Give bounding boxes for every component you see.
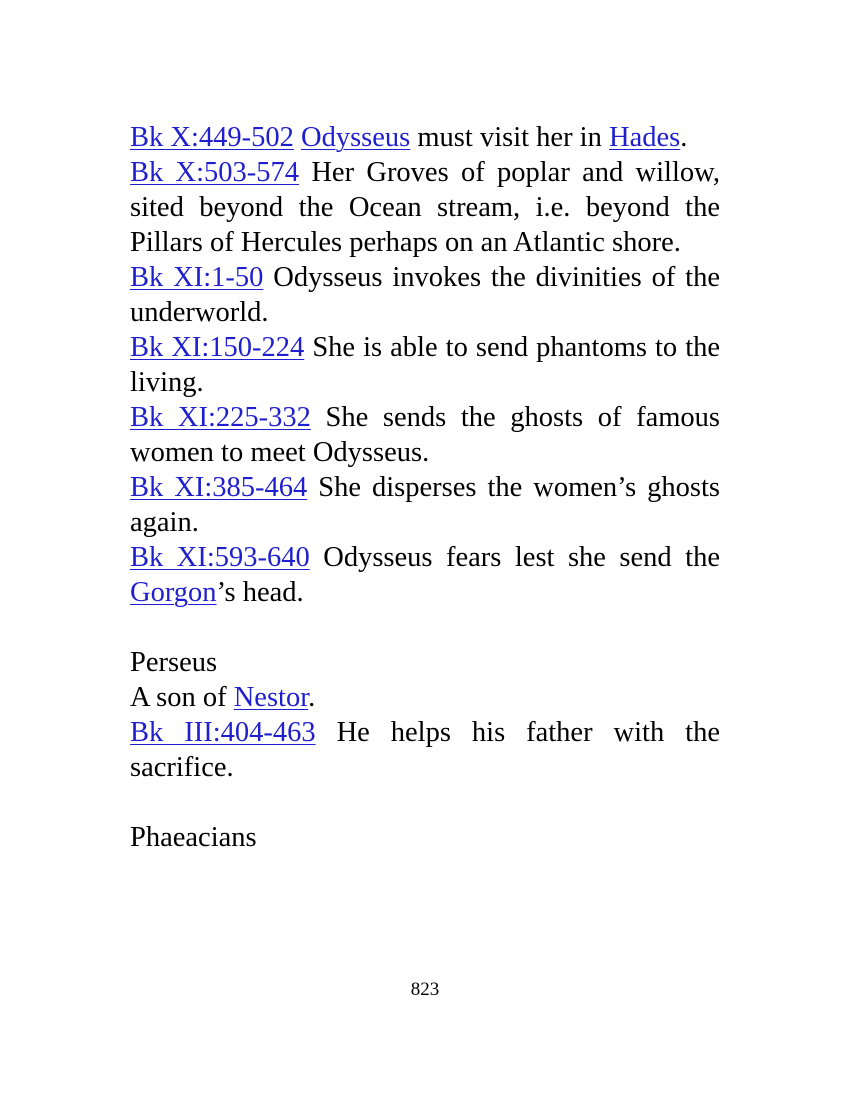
entry-paragraph (130, 120, 720, 155)
ref-link[interactable]: Bk X:449-502 (130, 122, 294, 153)
entry-text: She is able to send phantoms to the living. (130, 332, 721, 398)
entry-paragraph (130, 330, 720, 400)
entry-paragraph (130, 470, 720, 540)
ref-link[interactable]: Bk XI:385-464 (130, 472, 308, 503)
entry-paragraph (130, 400, 720, 470)
ref-link[interactable]: Bk XI:150-224 (130, 332, 305, 363)
intro-text: A son of (130, 682, 234, 713)
entry-text: She sends the ghosts of famous women to meet Odysseus. (130, 402, 721, 468)
intro-line (130, 680, 720, 715)
entry-text: . (680, 122, 688, 153)
spacer (130, 785, 720, 820)
page-number: 823 (410, 979, 440, 1000)
spacer (130, 610, 720, 645)
entry-text: must visit her in (410, 122, 609, 153)
ref-link[interactable]: Bk X:503-574 (130, 157, 300, 188)
entry-text: He helps his father with the sacrifice. (130, 717, 720, 783)
entry-text: ’s head. (216, 577, 304, 608)
odysseus-link[interactable]: Odysseus (301, 122, 411, 153)
entry-text: She disperses the women’s ghosts again. (130, 472, 721, 538)
ref-link[interactable]: Bk XI:593-640 (130, 542, 310, 573)
entry-text: Odysseus fears lest she send the (323, 542, 720, 573)
section-heading: Perseus (130, 647, 218, 678)
intro-text: . (308, 682, 316, 713)
entry-paragraph (130, 540, 720, 610)
ref-link[interactable]: Bk XI:1-50 (130, 262, 264, 293)
entry-paragraph (130, 715, 720, 785)
nestor-link[interactable]: Nestor (233, 682, 309, 713)
document-body (130, 120, 720, 855)
section-heading: Phaeacians (130, 822, 257, 853)
entry-text: Her Groves of poplar and willow, sited beyond the Ocean stream, i.e. beyond the Pillars of Hercules perhaps on an Atlantic shore. (130, 157, 720, 258)
ref-link[interactable]: Bk III:404-463 (130, 717, 316, 748)
ref-link[interactable]: Bk XI:225-332 (130, 402, 311, 433)
entry-text: Odysseus invokes the divinities of the underworld. (130, 262, 720, 328)
hades-link[interactable]: Hades (608, 122, 681, 153)
entry-paragraph (130, 260, 720, 330)
gorgon-link[interactable]: Gorgon (130, 577, 217, 608)
entry-paragraph (130, 155, 720, 260)
